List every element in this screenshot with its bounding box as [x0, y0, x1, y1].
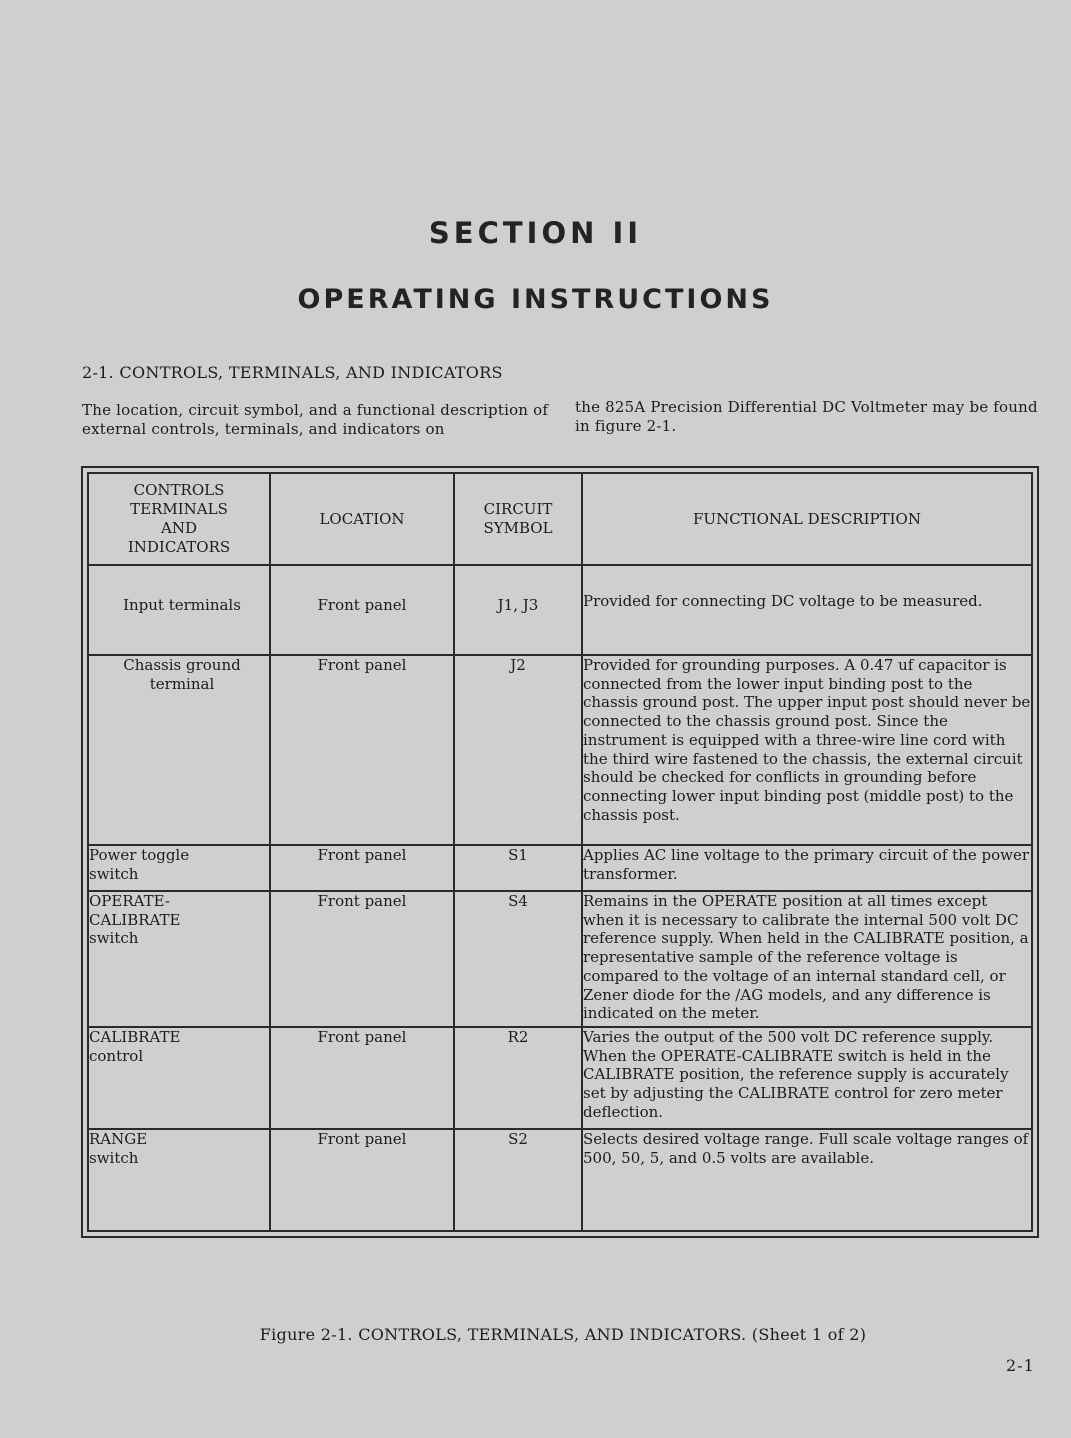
- control-location: Front panel: [270, 655, 454, 845]
- table-row: [88, 565, 1032, 655]
- circuit-symbol: S2: [454, 1129, 582, 1231]
- chapter-title: OPERATING INSTRUCTIONS: [297, 284, 774, 315]
- circuit-symbol: S1: [454, 845, 582, 891]
- functional-description: Remains in the OPERATE position at all times except when it is necessary to calibrate the internal 500 volt DC reference supply. When held in the CALIBRATE position, a representative sample of the reference voltage is compared to the voltage of an internal standard cell, or Zener diode for the /AG models, and any difference is indicated on the meter.: [582, 891, 1032, 1027]
- control-location: Front panel: [270, 565, 454, 655]
- intro-text-right: the 825A Precision Differential DC Voltmeter may be found in figure 2-1.: [575, 398, 1038, 435]
- paragraph-heading: 2-1. CONTROLS, TERMINALS, AND INDICATORS: [82, 363, 503, 382]
- circuit-symbol: R2: [454, 1027, 582, 1129]
- circuit-symbol: J1, J3: [454, 565, 582, 655]
- functional-description: Selects desired voltage range. Full scale voltage ranges of 500, 50, 5, and 0.5 volts are available.: [582, 1129, 1032, 1231]
- table-row: [88, 845, 1032, 891]
- control-name: Chassis ground terminal: [88, 655, 270, 845]
- header-location: LOCATION: [270, 473, 454, 565]
- control-name: OPERATE-CALIBRATE switch: [88, 891, 270, 1027]
- page-number: 2-1: [1006, 1356, 1035, 1375]
- table-row: [88, 891, 1032, 1027]
- control-location: Front panel: [270, 1129, 454, 1231]
- control-name: Power toggle switch: [88, 845, 270, 891]
- functional-description: Provided for grounding purposes. A 0.47 uf capacitor is connected from the lower input binding post to the chassis ground post. The upper input post should never be connected to the chassis ground post. Since the instrument is equipped with a three-wire line cord with the third wire fastened to the chassis, the external circuit should be checked for conflicts in grounding before connecting lower input binding post (middle post) to the chassis post.: [582, 655, 1032, 845]
- control-name: RANGE switch: [88, 1129, 270, 1231]
- section-title: SECTION II: [428, 216, 643, 250]
- figure-caption: Figure 2-1. CONTROLS, TERMINALS, AND INDICATORS. (Sheet 1 of 2): [259, 1325, 867, 1344]
- intro-text-left: The location, circuit symbol, and a functional description of external controls, terminals, and indicators on: [82, 401, 549, 438]
- control-location: Front panel: [270, 891, 454, 1027]
- circuit-symbol: J2: [454, 655, 582, 845]
- table-row: [88, 655, 1032, 845]
- header-circuit-symbol: CIRCUIT SYMBOL: [454, 473, 582, 565]
- functional-description: Varies the output of the 500 volt DC reference supply. When the OPERATE-CALIBRATE switch is held in the CALIBRATE position, the reference supply is accurately set by adjusting the CALIBRATE control for zero meter deflection.: [582, 1027, 1032, 1129]
- circuit-symbol: S4: [454, 891, 582, 1027]
- control-location: Front panel: [270, 1027, 454, 1129]
- header-controls: CONTROLS TERMINALS AND INDICATORS: [88, 473, 270, 565]
- control-location: Front panel: [270, 845, 454, 891]
- controls-table: [87, 472, 1033, 1232]
- table-row: [88, 1129, 1032, 1231]
- table-header-row: [88, 473, 1032, 565]
- control-name: Input terminals: [88, 565, 270, 655]
- header-functional-description: FUNCTIONAL DESCRIPTION: [582, 473, 1032, 565]
- control-name: CALIBRATE control: [88, 1027, 270, 1129]
- functional-description: Applies AC line voltage to the primary circuit of the power transformer.: [582, 845, 1032, 891]
- functional-description: Provided for connecting DC voltage to be measured.: [582, 565, 1032, 655]
- table-row: [88, 1027, 1032, 1129]
